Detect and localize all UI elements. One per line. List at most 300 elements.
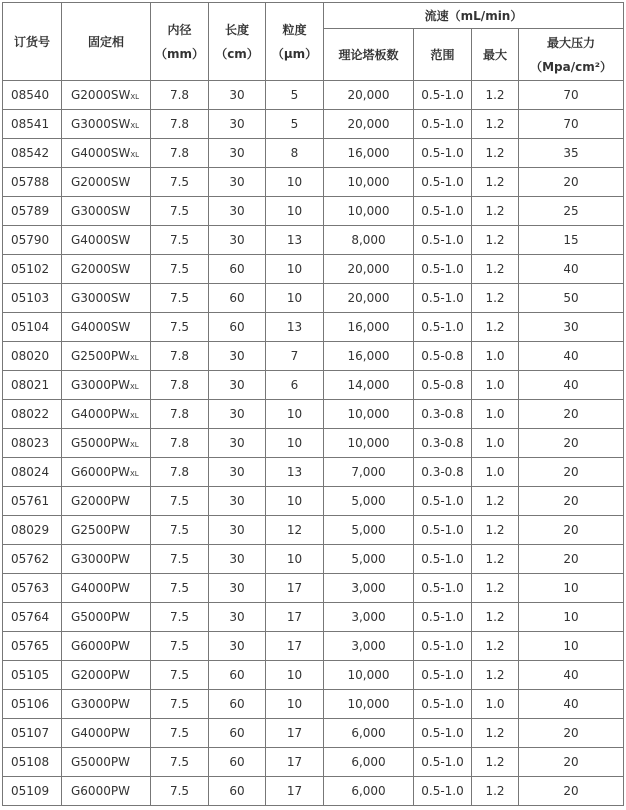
cell-inner-diameter <box>151 255 209 284</box>
cell-particle-size <box>266 690 324 719</box>
table-row <box>3 545 624 574</box>
cell-theoretical-plates-value: 8,000 <box>351 233 386 247</box>
cell-theoretical-plates <box>324 284 414 313</box>
cell-particle-size-value: 10 <box>286 668 303 682</box>
cell-particle-size-value: 10 <box>286 494 303 508</box>
table-row <box>3 458 624 487</box>
cell-max-pressure-value: 20 <box>563 726 579 740</box>
cell-stationary-phase-value: G3000PW <box>71 378 130 392</box>
cell-inner-diameter-value: 7.8 <box>169 407 190 421</box>
cell-flow-max-value: 1.2 <box>485 494 505 508</box>
cell-max-pressure-value: 20 <box>563 494 579 508</box>
cell-length <box>209 313 266 342</box>
cell-theoretical-plates-value: 10,000 <box>347 407 390 421</box>
cell-length-value: 60 <box>229 784 245 798</box>
cell-length <box>209 400 266 429</box>
cell-inner-diameter <box>151 342 209 371</box>
cell-max-pressure-value: 40 <box>563 349 579 363</box>
cell-max-pressure <box>519 226 624 255</box>
cell-flow-max <box>472 139 519 168</box>
cell-inner-diameter <box>151 400 209 429</box>
cell-theoretical-plates-value: 10,000 <box>347 668 390 682</box>
cell-flow-range-value: 0.5-1.0 <box>421 320 464 334</box>
cell-stationary-phase-value: G4000SW <box>71 233 131 247</box>
cell-inner-diameter <box>151 545 209 574</box>
cell-max-pressure <box>519 777 624 806</box>
cell-order-no <box>3 516 62 545</box>
cell-inner-diameter-value: 7.5 <box>169 726 190 740</box>
cell-flow-range-value: 0.3-0.8 <box>421 436 464 450</box>
table-body <box>3 81 624 806</box>
cell-stationary-phase <box>62 458 151 487</box>
cell-particle-size <box>266 661 324 690</box>
cell-order-no <box>3 574 62 603</box>
cell-particle-size-value: 17 <box>286 784 303 798</box>
cell-flow-max-value: 1.0 <box>485 407 505 421</box>
cell-flow-range <box>414 777 472 806</box>
cell-particle-size-value: 10 <box>286 204 303 218</box>
cell-order-no-value: 05789 <box>11 204 50 218</box>
cell-particle-size <box>266 81 324 110</box>
cell-flow-max <box>472 110 519 139</box>
cell-stationary-phase <box>62 661 151 690</box>
cell-theoretical-plates-value: 10,000 <box>347 175 390 189</box>
cell-inner-diameter-value: 7.5 <box>169 523 190 537</box>
cell-max-pressure-value: 25 <box>563 204 579 218</box>
cell-max-pressure-value: 40 <box>563 378 579 392</box>
table-row <box>3 110 624 139</box>
header-inner-diameter <box>151 3 209 81</box>
cell-flow-max <box>472 429 519 458</box>
cell-inner-diameter-value: 7.8 <box>169 436 190 450</box>
cell-theoretical-plates-value: 20,000 <box>347 291 390 305</box>
cell-order-no <box>3 429 62 458</box>
cell-order-no <box>3 110 62 139</box>
cell-flow-max <box>472 748 519 777</box>
cell-flow-range-value: 0.5-1.0 <box>421 204 464 218</box>
cell-stationary-phase <box>62 313 151 342</box>
cell-flow-range <box>414 400 472 429</box>
cell-stationary-phase-value: G2000PW <box>71 668 130 682</box>
cell-particle-size-value: 10 <box>286 291 303 305</box>
cell-order-no-value: 08541 <box>11 117 50 131</box>
cell-max-pressure-value: 20 <box>563 552 579 566</box>
cell-stationary-phase-value: G2500PW <box>71 349 130 363</box>
cell-flow-max-value: 1.2 <box>485 233 505 247</box>
cell-order-no <box>3 487 62 516</box>
cell-particle-size-value: 10 <box>286 175 303 189</box>
cell-max-pressure <box>519 168 624 197</box>
cell-stationary-phase <box>62 429 151 458</box>
cell-particle-size <box>266 371 324 400</box>
cell-flow-max-value: 1.2 <box>485 784 505 798</box>
cell-max-pressure-value: 20 <box>563 407 579 421</box>
cell-flow-range-value: 0.5-1.0 <box>421 523 464 537</box>
cell-max-pressure <box>519 371 624 400</box>
table-row <box>3 603 624 632</box>
cell-flow-max-value: 1.2 <box>485 610 505 624</box>
cell-stationary-phase-value: G6000PW <box>71 639 130 653</box>
header-particle-size <box>266 3 324 81</box>
cell-order-no <box>3 719 62 748</box>
cell-max-pressure <box>519 661 624 690</box>
cell-order-no-value: 05763 <box>11 581 50 595</box>
cell-flow-range <box>414 603 472 632</box>
cell-stationary-phase <box>62 371 151 400</box>
cell-order-no <box>3 226 62 255</box>
table-row <box>3 139 624 168</box>
cell-order-no <box>3 777 62 806</box>
cell-order-no <box>3 313 62 342</box>
cell-particle-size-value: 8 <box>290 146 299 160</box>
cell-flow-max-value: 1.2 <box>485 291 505 305</box>
cell-inner-diameter-value: 7.5 <box>169 639 190 653</box>
cell-inner-diameter-value: 7.8 <box>169 88 190 102</box>
cell-theoretical-plates-value: 16,000 <box>347 320 390 334</box>
table-row <box>3 168 624 197</box>
cell-theoretical-plates-value: 6,000 <box>351 726 386 740</box>
cell-phase-subscript: XL <box>130 93 140 101</box>
cell-flow-range-value: 0.5-1.0 <box>421 668 464 682</box>
cell-flow-max <box>472 313 519 342</box>
cell-flow-max-value: 1.2 <box>485 204 505 218</box>
header-flow-rate-group: 流速（mL/min） <box>324 3 624 29</box>
cell-order-no <box>3 632 62 661</box>
cell-flow-range <box>414 487 472 516</box>
cell-length-value: 30 <box>229 581 245 595</box>
cell-phase-subscript: XL <box>130 122 140 130</box>
header-theoretical-plates: 理论塔板数 <box>324 29 414 81</box>
cell-theoretical-plates-value: 20,000 <box>347 117 390 131</box>
cell-flow-range <box>414 429 472 458</box>
cell-stationary-phase <box>62 284 151 313</box>
cell-particle-size <box>266 313 324 342</box>
cell-stationary-phase-value: G4000SW <box>71 146 131 160</box>
cell-order-no <box>3 400 62 429</box>
header-inner-diameter-label: 内径 <box>167 22 192 37</box>
cell-phase-subscript: XL <box>130 151 140 159</box>
cell-phase-subscript: XL <box>129 470 139 478</box>
cell-flow-max <box>472 574 519 603</box>
cell-particle-size <box>266 777 324 806</box>
header-length <box>209 3 266 81</box>
cell-flow-max <box>472 632 519 661</box>
cell-flow-max-value: 1.2 <box>485 552 505 566</box>
cell-theoretical-plates-value: 6,000 <box>351 755 386 769</box>
cell-inner-diameter <box>151 574 209 603</box>
cell-length <box>209 777 266 806</box>
cell-max-pressure-value: 20 <box>563 784 579 798</box>
cell-flow-max <box>472 168 519 197</box>
cell-particle-size-value: 5 <box>290 117 299 131</box>
cell-flow-range <box>414 81 472 110</box>
cell-theoretical-plates <box>324 632 414 661</box>
cell-theoretical-plates <box>324 313 414 342</box>
cell-flow-range <box>414 255 472 284</box>
cell-inner-diameter-value: 7.8 <box>169 117 190 131</box>
cell-inner-diameter <box>151 429 209 458</box>
cell-length <box>209 429 266 458</box>
cell-order-no <box>3 284 62 313</box>
cell-inner-diameter <box>151 458 209 487</box>
header-length-label: 长度 <box>224 22 249 37</box>
cell-particle-size-value: 10 <box>286 262 303 276</box>
cell-flow-max-value: 1.2 <box>485 726 505 740</box>
table-row <box>3 255 624 284</box>
cell-theoretical-plates-value: 10,000 <box>347 204 390 218</box>
cell-inner-diameter-value: 7.5 <box>169 697 190 711</box>
cell-theoretical-plates-value: 20,000 <box>347 88 390 102</box>
table-row <box>3 777 624 806</box>
cell-flow-max-value: 1.0 <box>485 436 505 450</box>
cell-stationary-phase <box>62 168 151 197</box>
cell-flow-max <box>472 197 519 226</box>
cell-max-pressure <box>519 284 624 313</box>
cell-length-value: 30 <box>229 494 245 508</box>
header-particle-size-label: 粒度 <box>282 22 307 37</box>
cell-flow-range-value: 0.3-0.8 <box>421 465 464 479</box>
cell-length-value: 30 <box>229 146 245 160</box>
cell-theoretical-plates <box>324 168 414 197</box>
table-row <box>3 516 624 545</box>
cell-theoretical-plates-value: 5,000 <box>351 494 386 508</box>
cell-max-pressure <box>519 458 624 487</box>
cell-flow-max <box>472 603 519 632</box>
table-row <box>3 632 624 661</box>
cell-order-no-value: 05761 <box>11 494 50 508</box>
cell-particle-size-value: 17 <box>286 610 303 624</box>
cell-stationary-phase <box>62 574 151 603</box>
cell-theoretical-plates <box>324 110 414 139</box>
cell-order-no-value: 05109 <box>11 784 50 798</box>
cell-particle-size <box>266 342 324 371</box>
cell-order-no-value: 08542 <box>11 146 50 160</box>
cell-length <box>209 603 266 632</box>
cell-flow-range <box>414 139 472 168</box>
cell-inner-diameter <box>151 719 209 748</box>
cell-flow-range-value: 0.5-1.0 <box>421 494 464 508</box>
cell-inner-diameter <box>151 603 209 632</box>
cell-inner-diameter-value: 7.5 <box>169 204 190 218</box>
cell-length <box>209 168 266 197</box>
cell-order-no-value: 08029 <box>11 523 50 537</box>
cell-particle-size <box>266 197 324 226</box>
cell-length <box>209 516 266 545</box>
cell-flow-max-value: 1.2 <box>485 320 505 334</box>
cell-flow-range-value: 0.5-1.0 <box>421 233 464 247</box>
cell-stationary-phase <box>62 255 151 284</box>
table-row <box>3 574 624 603</box>
cell-inner-diameter <box>151 516 209 545</box>
cell-theoretical-plates <box>324 342 414 371</box>
cell-flow-range-value: 0.5-1.0 <box>421 726 464 740</box>
cell-particle-size <box>266 632 324 661</box>
cell-theoretical-plates <box>324 748 414 777</box>
cell-order-no-value: 05762 <box>11 552 50 566</box>
cell-flow-range <box>414 342 472 371</box>
cell-theoretical-plates <box>324 487 414 516</box>
cell-inner-diameter-value: 7.8 <box>169 378 190 392</box>
cell-particle-size <box>266 110 324 139</box>
cell-length <box>209 458 266 487</box>
cell-inner-diameter-value: 7.5 <box>169 552 190 566</box>
cell-inner-diameter-value: 7.5 <box>169 610 190 624</box>
cell-flow-range <box>414 545 472 574</box>
table-row <box>3 284 624 313</box>
cell-flow-max-value: 1.2 <box>485 88 505 102</box>
cell-length-value: 60 <box>229 668 245 682</box>
cell-theoretical-plates-value: 3,000 <box>351 610 386 624</box>
cell-flow-range-value: 0.5-1.0 <box>421 610 464 624</box>
cell-order-no-value: 08540 <box>11 88 50 102</box>
cell-inner-diameter <box>151 748 209 777</box>
cell-flow-max-value: 1.2 <box>485 146 505 160</box>
cell-order-no <box>3 545 62 574</box>
cell-flow-max <box>472 284 519 313</box>
cell-stationary-phase <box>62 545 151 574</box>
cell-max-pressure <box>519 110 624 139</box>
cell-max-pressure-value: 70 <box>563 117 579 131</box>
cell-theoretical-plates <box>324 719 414 748</box>
table-row <box>3 197 624 226</box>
cell-max-pressure-value: 40 <box>563 668 579 682</box>
cell-inner-diameter <box>151 487 209 516</box>
cell-flow-max <box>472 777 519 806</box>
cell-flow-range-value: 0.5-1.0 <box>421 784 464 798</box>
cell-particle-size-value: 17 <box>286 581 303 595</box>
cell-order-no <box>3 139 62 168</box>
cell-flow-max <box>472 226 519 255</box>
cell-order-no-value: 08020 <box>11 349 50 363</box>
cell-particle-size <box>266 458 324 487</box>
cell-length-value: 30 <box>229 465 245 479</box>
cell-theoretical-plates <box>324 139 414 168</box>
cell-flow-range <box>414 313 472 342</box>
cell-length-value: 30 <box>229 175 245 189</box>
cell-order-no-value: 05788 <box>11 175 50 189</box>
cell-order-no <box>3 255 62 284</box>
cell-stationary-phase <box>62 226 151 255</box>
cell-max-pressure-value: 15 <box>563 233 579 247</box>
cell-theoretical-plates-value: 7,000 <box>351 465 386 479</box>
cell-theoretical-plates-value: 3,000 <box>351 639 386 653</box>
table-row <box>3 313 624 342</box>
cell-stationary-phase <box>62 342 151 371</box>
cell-stationary-phase-value: G4000SW <box>71 320 131 334</box>
cell-order-no <box>3 603 62 632</box>
cell-inner-diameter-value: 7.8 <box>169 349 190 363</box>
table-row <box>3 719 624 748</box>
cell-particle-size <box>266 429 324 458</box>
cell-stationary-phase-value: G4000PW <box>71 581 130 595</box>
cell-inner-diameter-value: 7.8 <box>169 465 190 479</box>
cell-flow-max <box>472 661 519 690</box>
cell-length <box>209 197 266 226</box>
cell-stationary-phase <box>62 516 151 545</box>
cell-stationary-phase <box>62 197 151 226</box>
cell-flow-range <box>414 226 472 255</box>
cell-order-no-value: 08021 <box>11 378 50 392</box>
cell-max-pressure <box>519 690 624 719</box>
cell-stationary-phase-value: G2500PW <box>71 523 130 537</box>
cell-flow-range <box>414 690 472 719</box>
cell-particle-size-value: 13 <box>286 233 303 247</box>
cell-inner-diameter-value: 7.5 <box>169 494 190 508</box>
cell-length-value: 30 <box>229 88 245 102</box>
table-row <box>3 371 624 400</box>
cell-order-no-value: 05106 <box>11 697 50 711</box>
cell-inner-diameter-value: 7.5 <box>169 668 190 682</box>
cell-length <box>209 748 266 777</box>
cell-flow-max-value: 1.0 <box>485 697 505 711</box>
cell-stationary-phase-value: G2000PW <box>71 494 130 508</box>
cell-particle-size <box>266 719 324 748</box>
cell-order-no <box>3 458 62 487</box>
cell-stationary-phase-value: G3000SW <box>71 204 131 218</box>
cell-length <box>209 574 266 603</box>
cell-length-value: 30 <box>229 610 245 624</box>
cell-max-pressure <box>519 632 624 661</box>
cell-flow-max <box>472 255 519 284</box>
cell-flow-max <box>472 516 519 545</box>
cell-order-no <box>3 690 62 719</box>
cell-stationary-phase-value: G4000PW <box>71 726 130 740</box>
cell-phase-subscript: XL <box>129 412 139 420</box>
cell-max-pressure-value: 20 <box>563 755 579 769</box>
cell-particle-size-value: 6 <box>290 378 299 392</box>
cell-order-no-value: 05765 <box>11 639 50 653</box>
cell-length <box>209 81 266 110</box>
cell-inner-diameter <box>151 371 209 400</box>
cell-length <box>209 545 266 574</box>
cell-flow-range <box>414 458 472 487</box>
cell-length <box>209 284 266 313</box>
cell-max-pressure <box>519 139 624 168</box>
cell-length <box>209 719 266 748</box>
cell-length-value: 60 <box>229 262 245 276</box>
cell-flow-range-value: 0.5-1.0 <box>421 88 464 102</box>
cell-length <box>209 110 266 139</box>
cell-order-no <box>3 168 62 197</box>
cell-particle-size-value: 17 <box>286 755 303 769</box>
cell-max-pressure <box>519 342 624 371</box>
cell-max-pressure <box>519 603 624 632</box>
cell-stationary-phase <box>62 139 151 168</box>
cell-theoretical-plates-value: 20,000 <box>347 262 390 276</box>
cell-flow-max <box>472 719 519 748</box>
cell-max-pressure <box>519 313 624 342</box>
header-order-no: 订货号 <box>3 3 62 81</box>
cell-inner-diameter <box>151 139 209 168</box>
table-row <box>3 400 624 429</box>
cell-order-no-value: 05107 <box>11 726 50 740</box>
cell-length-value: 60 <box>229 697 245 711</box>
cell-flow-max-value: 1.2 <box>485 262 505 276</box>
cell-phase-subscript: XL <box>129 354 139 362</box>
cell-length <box>209 632 266 661</box>
cell-order-no-value: 05103 <box>11 291 50 305</box>
cell-theoretical-plates-value: 14,000 <box>347 378 390 392</box>
cell-theoretical-plates-value: 6,000 <box>351 784 386 798</box>
cell-flow-max <box>472 487 519 516</box>
cell-particle-size <box>266 545 324 574</box>
cell-flow-max-value: 1.2 <box>485 639 505 653</box>
cell-stationary-phase <box>62 632 151 661</box>
cell-stationary-phase <box>62 400 151 429</box>
cell-inner-diameter <box>151 777 209 806</box>
cell-flow-range-value: 0.3-0.8 <box>421 407 464 421</box>
cell-flow-max <box>472 371 519 400</box>
